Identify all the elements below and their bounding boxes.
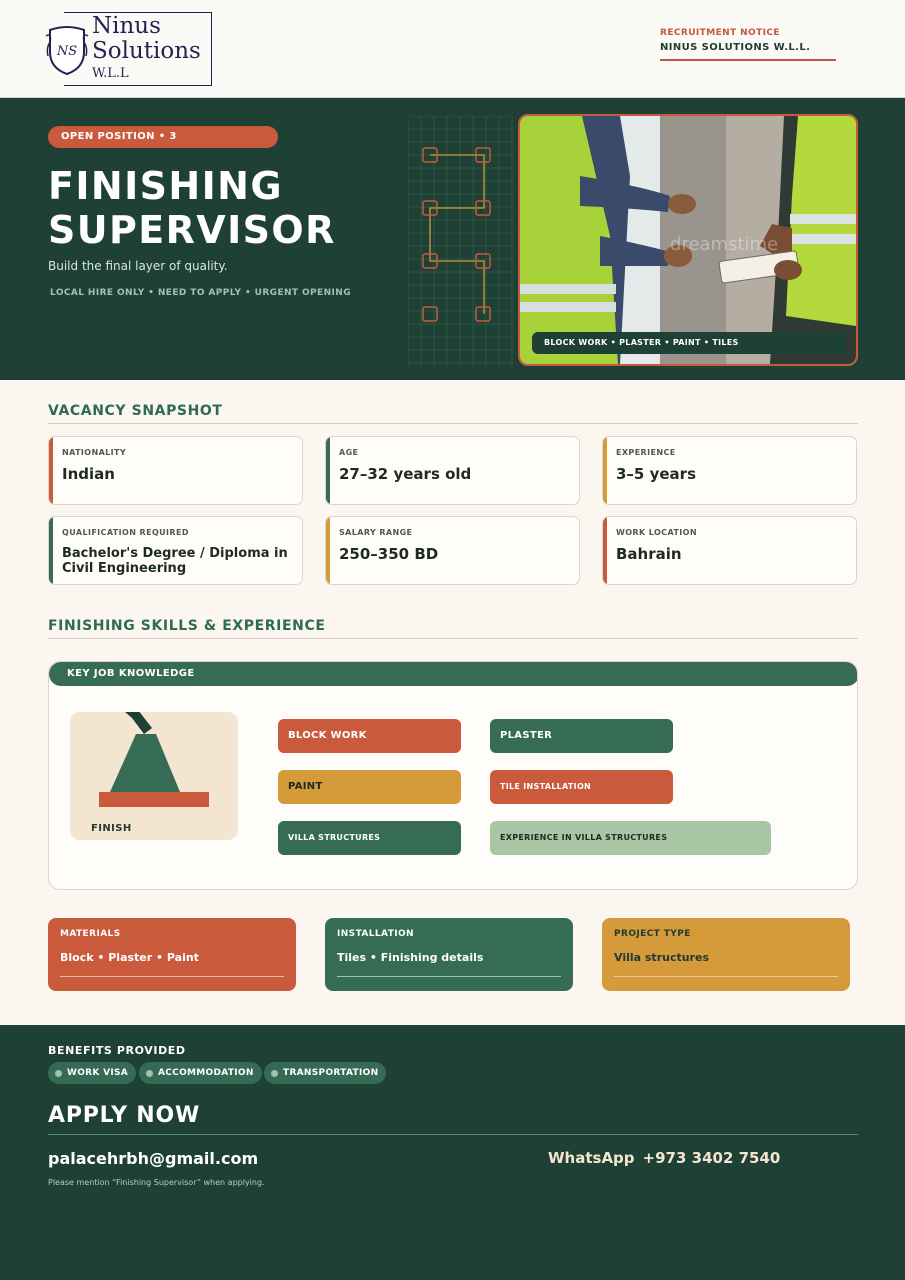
- crest-icon: [44, 22, 90, 76]
- summary-value: Villa structures: [614, 951, 709, 964]
- card-age: [325, 436, 580, 505]
- summary-label: INSTALLATION: [337, 929, 414, 939]
- company-name: NINUS SOLUTIONS W.L.L.: [660, 42, 811, 53]
- card-label: WORK LOCATION: [616, 528, 697, 537]
- key-job-knowledge-panel: [48, 661, 858, 890]
- logo-line2: Solutions: [92, 38, 201, 64]
- skill-chip-paint: PAINT: [278, 770, 461, 804]
- summary-label: PROJECT TYPE: [614, 929, 691, 939]
- hero-banner: [0, 98, 905, 380]
- benefits-heading: BENEFITS PROVIDED: [48, 1044, 186, 1057]
- card-value: Bahrain: [616, 545, 682, 563]
- skill-chip-tile-installation: TILE INSTALLATION: [490, 770, 673, 804]
- hero-subtitle: Build the final layer of quality.: [48, 259, 228, 273]
- recruitment-notice: [660, 28, 836, 61]
- card-label: AGE: [339, 448, 359, 457]
- card-value: 250–350 BD: [339, 545, 439, 563]
- summary-project-type: [602, 918, 850, 991]
- card-value: Bachelor's Degree / Diploma in Civil Engineering: [62, 546, 288, 576]
- skill-chip-villa-structures: VILLA STRUCTURES: [278, 821, 461, 855]
- bullet-dot-icon: [55, 1070, 62, 1077]
- notice-label: RECRUITMENT NOTICE: [660, 28, 780, 38]
- card-nationality: [48, 436, 303, 505]
- benefit-transportation: [264, 1062, 386, 1084]
- contact-email[interactable]: palacehrbh@gmail.com: [48, 1149, 259, 1168]
- logo-line1: Ninus: [92, 13, 161, 39]
- card-label: EXPERIENCE: [616, 448, 676, 457]
- benefit-label: TRANSPORTATION: [283, 1068, 379, 1078]
- summary-underline: [60, 976, 284, 977]
- finish-icon-box: [70, 712, 238, 840]
- card-qualification: [48, 516, 303, 585]
- summary-value: Tiles • Finishing details: [337, 951, 484, 964]
- apply-now-heading: APPLY NOW: [48, 1103, 201, 1128]
- header: [0, 0, 905, 98]
- benefit-work-visa: [48, 1062, 136, 1084]
- benefit-label: ACCOMMODATION: [158, 1068, 254, 1078]
- card-value: 3–5 years: [616, 465, 696, 483]
- photo-caption: BLOCK WORK • PLASTER • PAINT • TILES: [532, 332, 846, 354]
- skill-chip-plaster: PLASTER: [490, 719, 673, 753]
- section-divider: [48, 638, 858, 639]
- svg-text:dreamstime: dreamstime: [670, 234, 779, 255]
- apply-divider: [48, 1134, 858, 1135]
- whatsapp-label: WhatsApp: [548, 1149, 635, 1167]
- benefit-label: WORK VISA: [67, 1068, 129, 1078]
- skills-heading: FINISHING SKILLS & EXPERIENCE: [48, 618, 326, 634]
- card-accent-bar: [326, 517, 330, 584]
- card-value: Indian: [62, 465, 115, 483]
- card-accent-bar: [49, 437, 53, 504]
- svg-text:NS: NS: [56, 44, 78, 59]
- logo-line3: W.L.L: [92, 66, 129, 81]
- card-experience: [602, 436, 857, 505]
- hiring-tags: LOCAL HIRE ONLY • NEED TO APPLY • URGENT OPENING: [50, 288, 352, 298]
- summary-installation: [325, 918, 573, 991]
- summary-materials: [48, 918, 296, 991]
- summary-underline: [337, 976, 561, 977]
- card-label: SALARY RANGE: [339, 528, 413, 537]
- footer: [0, 1025, 905, 1280]
- summary-value: Block • Plaster • Paint: [60, 951, 199, 964]
- skill-chip-villa-experience: EXPERIENCE IN VILLA STRUCTURES: [490, 821, 771, 855]
- section-divider: [48, 423, 858, 424]
- workers-photo-illustration: [520, 116, 856, 364]
- benefit-accommodation: [139, 1062, 262, 1084]
- card-accent-bar: [49, 517, 53, 584]
- skill-chip-block-work: BLOCK WORK: [278, 719, 461, 753]
- job-title: [48, 164, 388, 252]
- card-accent-bar: [326, 437, 330, 504]
- bullet-dot-icon: [146, 1070, 153, 1077]
- trowel-icon: [70, 712, 238, 822]
- company-logo: [44, 12, 200, 88]
- card-accent-bar: [603, 517, 607, 584]
- job-title-line1: FINISHING: [48, 164, 283, 208]
- summary-underline: [614, 976, 838, 977]
- hero-photo: [518, 114, 858, 366]
- job-title-line2: SUPERVISOR: [48, 208, 336, 252]
- whatsapp-number: +973 3402 7540: [642, 1149, 781, 1167]
- panel-title: KEY JOB KNOWLEDGE: [49, 662, 858, 686]
- logo-text: [92, 14, 201, 64]
- vacancy-snapshot-heading: VACANCY SNAPSHOT: [48, 403, 223, 419]
- whatsapp-contact[interactable]: [548, 1149, 788, 1167]
- card-work-location: [602, 516, 857, 585]
- notice-underline: [660, 59, 836, 61]
- finish-label: FINISH: [91, 823, 132, 834]
- application-note: Please mention “Finishing Supervisor” when applying.: [48, 1178, 265, 1187]
- card-value: 27–32 years old: [339, 465, 472, 483]
- bullet-dot-icon: [271, 1070, 278, 1077]
- summary-label: MATERIALS: [60, 929, 121, 939]
- blueprint-grid-icon: [408, 116, 514, 366]
- card-label: NATIONALITY: [62, 448, 127, 457]
- card-salary: [325, 516, 580, 585]
- open-position-pill: OPEN POSITION • 3: [48, 126, 278, 148]
- card-label: QUALIFICATION REQUIRED: [62, 528, 189, 537]
- card-accent-bar: [603, 437, 607, 504]
